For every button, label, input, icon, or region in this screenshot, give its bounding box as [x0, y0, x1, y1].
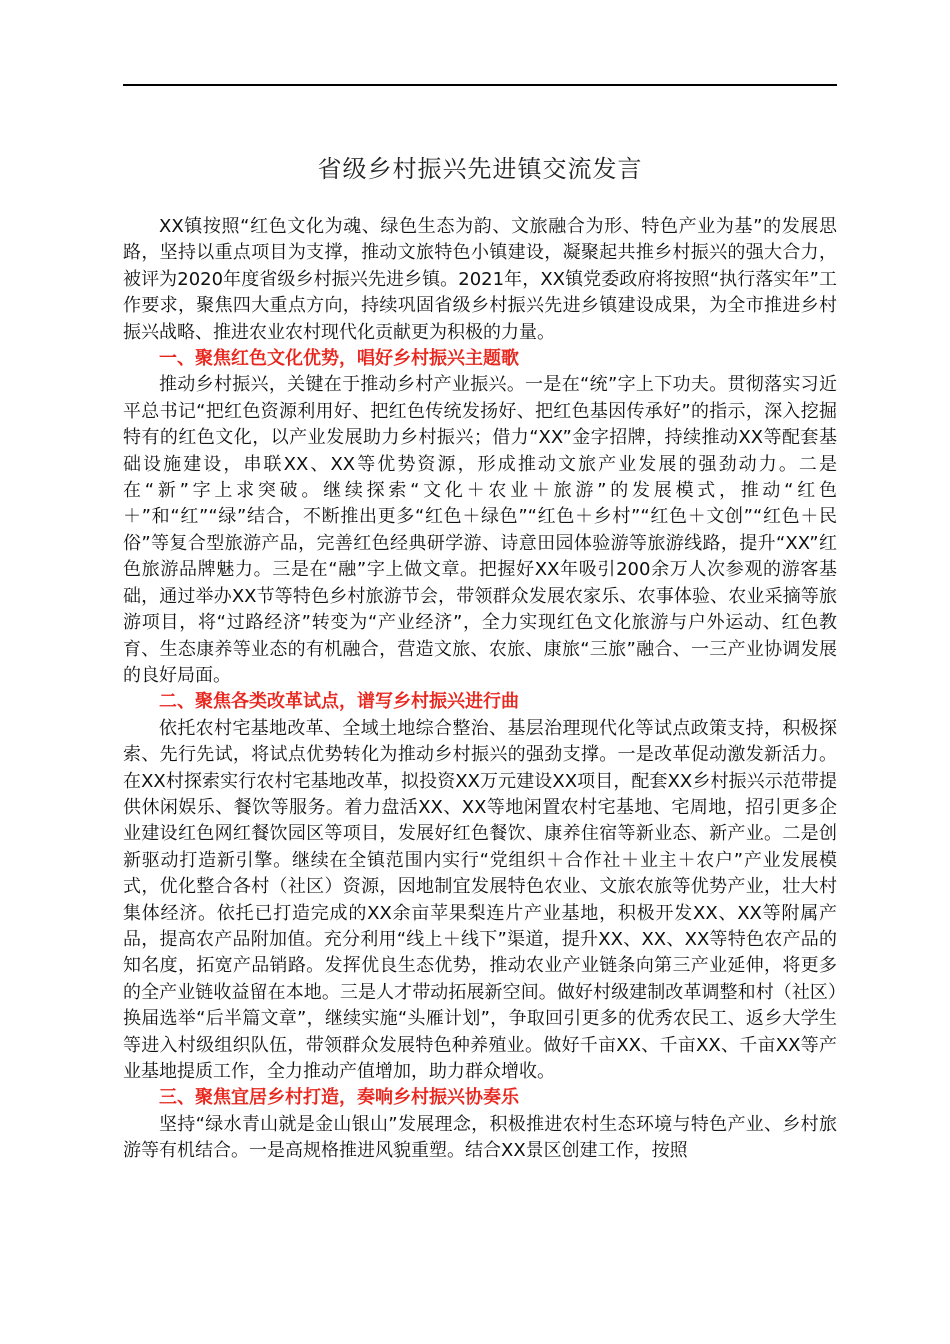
section-paragraph-1: 推动乡村振兴，关键在于推动乡村产业振兴。一是在“统”字上下功夫。贯彻落实习近平总书记“把红色资源利用好、把红色传统发扬好、把红色基因传承好”的指示，深入挖掘特有的红色文化，以产业发展助力乡村振兴；借力“XX”金字招牌，持续推动XX等配套基础设施建设，串联XX、XX等优势资源，形成推动文旅产业发展的强劲动力。二是在“新”字上求突破。继续探索“文化＋农业＋旅游”的发展模式，推动“红色＋”和“红”“绿”结合，不断推出更多“红色＋绿色”“红色＋乡村”“红色＋文创”“红色＋民俗”等复合型旅游产品，完善红色经典研学游、诗意田园体验游等旅游线路，提升“XX”红色旅游品牌魅力。三是在“融”字上做文章。把握好XX年吸引200余万人次参观的游客基础，通过举办XX节等特色乡村旅游节会，带领群众发展农家乐、农事体验、农业采摘等旅游项目，将“过路经济”转变为“产业经济”，全力实现红色文化旅游与户外运动、红色教育、生态康养等业态的有机融合，营造文旅、农旅、康旅“三旅”融合、一三产业协调发展的良好局面。: [123, 374, 837, 686]
intro-paragraph: XX镇按照“红色文化为魂、绿色生态为韵、文旅融合为形、特色产业为基”的发展思路，坚持以重点项目为支撑，推动文旅特色小镇建设，凝聚起共推乡村振兴的强大合力，被评为2020年度省级乡村振兴先进乡镇。2021年，XX镇党委政府将按照“执行落实年”工作要求，聚焦四大重点方向，持续巩固省级乡村振兴先进乡镇建设成果，为全市推进乡村振兴战略、推进农业农村现代化贡献更为积极的力量。: [123, 216, 837, 343]
section-paragraph-3: 坚持“绿水青山就是金山银山”发展理念，积极推进农村生态环境与特色产业、乡村旅游等有机结合。一是高规格推进风貌重塑。结合XX景区创建工作，按照: [123, 1113, 837, 1162]
header-rule: [123, 84, 837, 86]
section-heading-1: 一、聚焦红色文化优势，唱好乡村振兴主题歌: [159, 348, 519, 370]
section-heading-3: 三、聚焦宜居乡村打造，奏响乡村振兴协奏乐: [159, 1087, 519, 1109]
section-heading-2: 二、聚焦各类改革试点，谱写乡村振兴进行曲: [159, 691, 519, 713]
document-body: [123, 214, 837, 1165]
section-paragraph-2: 依托农村宅基地改革、全域土地综合整治、基层治理现代化等试点政策支持，积极探索、先行先试，将试点优势转化为推动乡村振兴的强劲支撑。一是改革促动激发新活力。在XX村探索实行农村宅基地改革，拟投资XX万元建设XX项目，配套XX乡村振兴示范带提供休闲娱乐、餐饮等服务。着力盘活XX、XX等地闲置农村宅基地、宅周地，招引更多企业建设红色网红餐饮园区等项目，发展好红色餐饮、康养住宿等新业态、新产业。二是创新驱动打造新引擎。继续在全镇范围内实行“党组织＋合作社＋业主＋农户”产业发展模式，优化整合各村（社区）资源，因地制宜发展特色农业、文旅农旅等优势产业，壮大村集体经济。依托已打造完成的XX余亩苹果梨连片产业基地，积极开发XX、XX等附属产品，提高农产品附加值。充分利用“线上＋线下”渠道，提升XX、XX、XX等特色农产品的知名度，拓宽产品销路。发挥优良生态优势，推动农业产业链条向第三产业延伸，将更多的全产业链收益留在本地。三是人才带动拓展新空间。做好村级建制改革调整和村（社区）换届选举“后半篇文章”，继续实施“头雁计划”，争取回引更多的优秀农民工、返乡大学生等进入村级组织队伍，带领群众发展特色种养殖业。做好千亩XX、千亩XX、千亩XX等产业基地提质工作，全力推动产值增加，助力群众增收。: [123, 717, 837, 1082]
document-title: 省级乡村振兴先进镇交流发言: [317, 155, 643, 183]
